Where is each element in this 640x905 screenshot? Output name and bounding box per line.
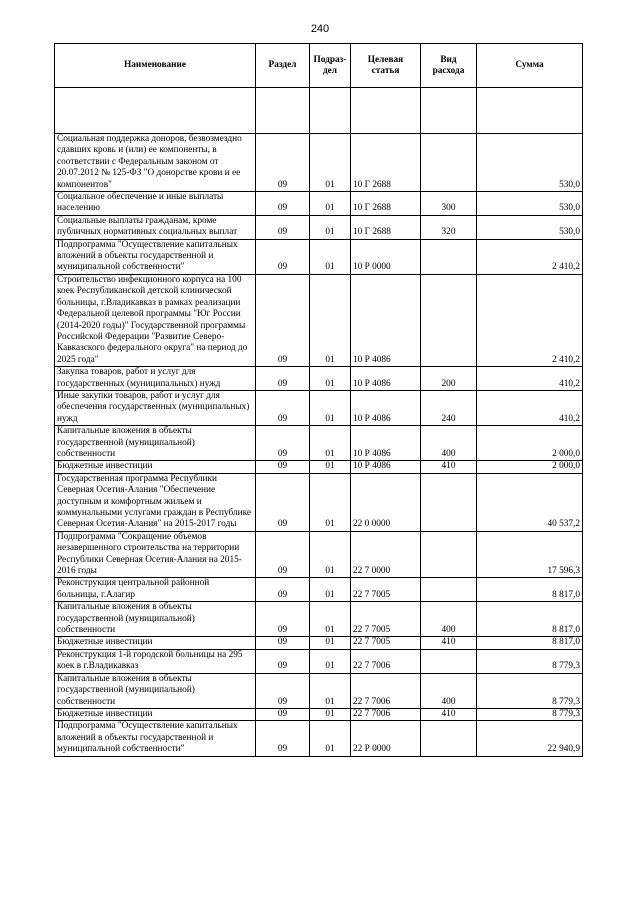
- table-row: [55, 134, 583, 192]
- cell-sum: 22 940,9: [477, 721, 583, 756]
- cell-subsection: 01: [310, 708, 351, 720]
- cell-sum: 530,0: [477, 192, 583, 216]
- cell-name: Иные закупки товаров, работ и услуг для обеспечения государственных (муниципальных) нужд: [55, 390, 256, 425]
- cell-sum: 8 779,3: [477, 649, 583, 673]
- cell-article: 22 Р 0000: [351, 721, 421, 756]
- cell-subsection: 01: [310, 602, 351, 637]
- cell-article: 10 Г 2688: [351, 215, 421, 239]
- cell-subsection: 01: [310, 134, 351, 192]
- cell-subsection: 01: [310, 367, 351, 391]
- cell-name: Государственная программа Республики Северная Осетия-Алания "Обеспечение доступным и комфортным жильем и коммунальными услугами граждан в Республике Северная Осетия-Алания" на 2015-2017 годы: [55, 473, 256, 531]
- cell-section: 09: [256, 274, 310, 366]
- cell-sum: 410,2: [477, 367, 583, 391]
- table-row: [55, 721, 583, 756]
- cell-sum: 8 817,0: [477, 637, 583, 649]
- cell-name: Подпрограмма "Осуществление капитальных вложений в объекты государственной и муниципальной собственности": [55, 239, 256, 274]
- cell-subsection: 01: [310, 673, 351, 708]
- cell-expense: 410: [421, 461, 477, 473]
- cell-name: Строительство инфекционного корпуса на 100 коек Республиканской детской клинической больницы, г.Владикавказ в рамках реализации Федеральной целевой программы "Юг России (2014-2020 годы)" Государственной программы Российской Федерации "Развитие Северо-Кавказского федерального округа" на период до 2025 года": [55, 274, 256, 366]
- cell-name: Реконструкция 1-й городской больницы на 295 коек в г.Владикавказ: [55, 649, 256, 673]
- table-row: [55, 473, 583, 531]
- cell-expense: 410: [421, 708, 477, 720]
- cell-sum: 2 410,2: [477, 239, 583, 274]
- cell-name: Бюджетные инвестиции: [55, 461, 256, 473]
- header-subsection-line1: Подраз-: [313, 54, 347, 65]
- header-subsection: [310, 44, 351, 88]
- cell-section: 09: [256, 708, 310, 720]
- cell-expense: [421, 578, 477, 602]
- cell-expense: [421, 239, 477, 274]
- cell-article: 22 7 0000: [351, 531, 421, 578]
- cell-subsection: 01: [310, 239, 351, 274]
- header-expense: [421, 44, 477, 88]
- cell-name: Подпрограмма "Осуществление капитальных вложений в объекты государственной и муниципальной собственности": [55, 721, 256, 756]
- cell-section: 09: [256, 461, 310, 473]
- cell-article: 22 7 7006: [351, 649, 421, 673]
- cell-sum: 530,0: [477, 215, 583, 239]
- cell-subsection: 01: [310, 473, 351, 531]
- empty-row: [55, 88, 583, 134]
- cell-sum: 8 817,0: [477, 578, 583, 602]
- cell-expense: 400: [421, 602, 477, 637]
- table-header-row: [55, 44, 583, 88]
- cell-expense: 410: [421, 637, 477, 649]
- cell-sum: 8 779,3: [477, 708, 583, 720]
- cell-section: 09: [256, 215, 310, 239]
- cell-expense: [421, 274, 477, 366]
- cell-expense: 300: [421, 192, 477, 216]
- cell-section: 09: [256, 192, 310, 216]
- cell-sum: 17 596,3: [477, 531, 583, 578]
- cell-expense: [421, 531, 477, 578]
- cell-article: 22 7 7005: [351, 578, 421, 602]
- cell-sum: 2 000,0: [477, 426, 583, 461]
- cell-subsection: 01: [310, 578, 351, 602]
- cell-name: Бюджетные инвестиции: [55, 637, 256, 649]
- cell-subsection: 01: [310, 426, 351, 461]
- cell-article: 22 7 7005: [351, 602, 421, 637]
- table-row: [55, 239, 583, 274]
- table-row: [55, 708, 583, 720]
- cell-subsection: 01: [310, 637, 351, 649]
- cell-name: Капитальные вложения в объекты государственной (муниципальной) собственности: [55, 602, 256, 637]
- table-row: [55, 649, 583, 673]
- table-row: [55, 426, 583, 461]
- cell-section: 09: [256, 134, 310, 192]
- cell-name: Подпрограмма "Сокращение объемов незавершенного строительства на территории Республики Северная Осетия-Алания на 2015-2016 годы: [55, 531, 256, 578]
- cell-article: 22 7 7006: [351, 673, 421, 708]
- cell-sum: 410,2: [477, 390, 583, 425]
- cell-article: 10 Р 4086: [351, 426, 421, 461]
- header-sum: Сумма: [477, 44, 583, 88]
- cell-name: Капитальные вложения в объекты государственной (муниципальной) собственности: [55, 426, 256, 461]
- table-row: [55, 215, 583, 239]
- cell-name: Социальная поддержка доноров, безвозмездно сдавших кровь и (или) ее компоненты, в соответствии с Федеральным законом от 20.07.2012 № 125-ФЗ "О донорстве крови и ее компонентов": [55, 134, 256, 192]
- cell-section: 09: [256, 390, 310, 425]
- header-expense-line1: Вид: [440, 54, 457, 65]
- cell-article: 10 Р 0000: [351, 239, 421, 274]
- cell-name: Социальные выплаты гражданам, кроме публичных нормативных социальных выплат: [55, 215, 256, 239]
- cell-article: 10 Р 4086: [351, 461, 421, 473]
- header-article-line1: Целевая: [367, 54, 404, 65]
- cell-name: Реконструкция центральной районной больницы, г.Алагир: [55, 578, 256, 602]
- table-row: [55, 578, 583, 602]
- page-number: 240: [310, 23, 330, 35]
- header-expense-line2: расхода: [432, 65, 465, 76]
- budget-table: [54, 43, 583, 757]
- cell-section: 09: [256, 426, 310, 461]
- cell-expense: [421, 134, 477, 192]
- cell-expense: [421, 473, 477, 531]
- cell-subsection: 01: [310, 274, 351, 366]
- cell-sum: 530,0: [477, 134, 583, 192]
- header-article: [351, 44, 421, 88]
- cell-name: Закупка товаров, работ и услуг для государственных (муниципальных) нужд: [55, 367, 256, 391]
- cell-expense: 200: [421, 367, 477, 391]
- cell-section: 09: [256, 649, 310, 673]
- cell-subsection: 01: [310, 649, 351, 673]
- cell-article: 10 Р 4086: [351, 274, 421, 366]
- cell-article: 22 0 0000: [351, 473, 421, 531]
- cell-subsection: 01: [310, 461, 351, 473]
- cell-section: 09: [256, 473, 310, 531]
- cell-subsection: 01: [310, 721, 351, 756]
- table-row: [55, 192, 583, 216]
- cell-name: Капитальные вложения в объекты государственной (муниципальной) собственности: [55, 673, 256, 708]
- header-section: Раздел: [256, 44, 310, 88]
- cell-expense: 240: [421, 390, 477, 425]
- cell-section: 09: [256, 721, 310, 756]
- table-row: [55, 531, 583, 578]
- header-name: Наименование: [55, 44, 256, 88]
- cell-article: 22 7 7006: [351, 708, 421, 720]
- cell-article: 10 Р 4086: [351, 390, 421, 425]
- cell-article: 10 Г 2688: [351, 192, 421, 216]
- cell-subsection: 01: [310, 215, 351, 239]
- cell-sum: 2 410,2: [477, 274, 583, 366]
- cell-subsection: 01: [310, 531, 351, 578]
- table-row: [55, 390, 583, 425]
- cell-section: 09: [256, 239, 310, 274]
- header-subsection-line2: дел: [322, 65, 338, 76]
- cell-expense: 320: [421, 215, 477, 239]
- cell-expense: [421, 721, 477, 756]
- cell-name: Бюджетные инвестиции: [55, 708, 256, 720]
- cell-section: 09: [256, 637, 310, 649]
- cell-section: 09: [256, 602, 310, 637]
- cell-section: 09: [256, 673, 310, 708]
- table-row: [55, 673, 583, 708]
- cell-article: 10 Г 2688: [351, 134, 421, 192]
- cell-sum: 40 537,2: [477, 473, 583, 531]
- cell-subsection: 01: [310, 192, 351, 216]
- cell-name: Социальное обеспечение и иные выплаты населению: [55, 192, 256, 216]
- cell-sum: 2 000,0: [477, 461, 583, 473]
- table-row: [55, 637, 583, 649]
- table-row: [55, 461, 583, 473]
- cell-article: 22 7 7005: [351, 637, 421, 649]
- cell-expense: 400: [421, 426, 477, 461]
- cell-section: 09: [256, 578, 310, 602]
- cell-expense: 400: [421, 673, 477, 708]
- cell-article: 10 Р 4086: [351, 367, 421, 391]
- cell-expense: [421, 649, 477, 673]
- cell-section: 09: [256, 367, 310, 391]
- cell-sum: 8 779,3: [477, 673, 583, 708]
- table-row: [55, 274, 583, 366]
- cell-sum: 8 817,0: [477, 602, 583, 637]
- header-article-line2: статья: [371, 65, 400, 76]
- table-row: [55, 602, 583, 637]
- cell-subsection: 01: [310, 390, 351, 425]
- cell-section: 09: [256, 531, 310, 578]
- table-row: [55, 367, 583, 391]
